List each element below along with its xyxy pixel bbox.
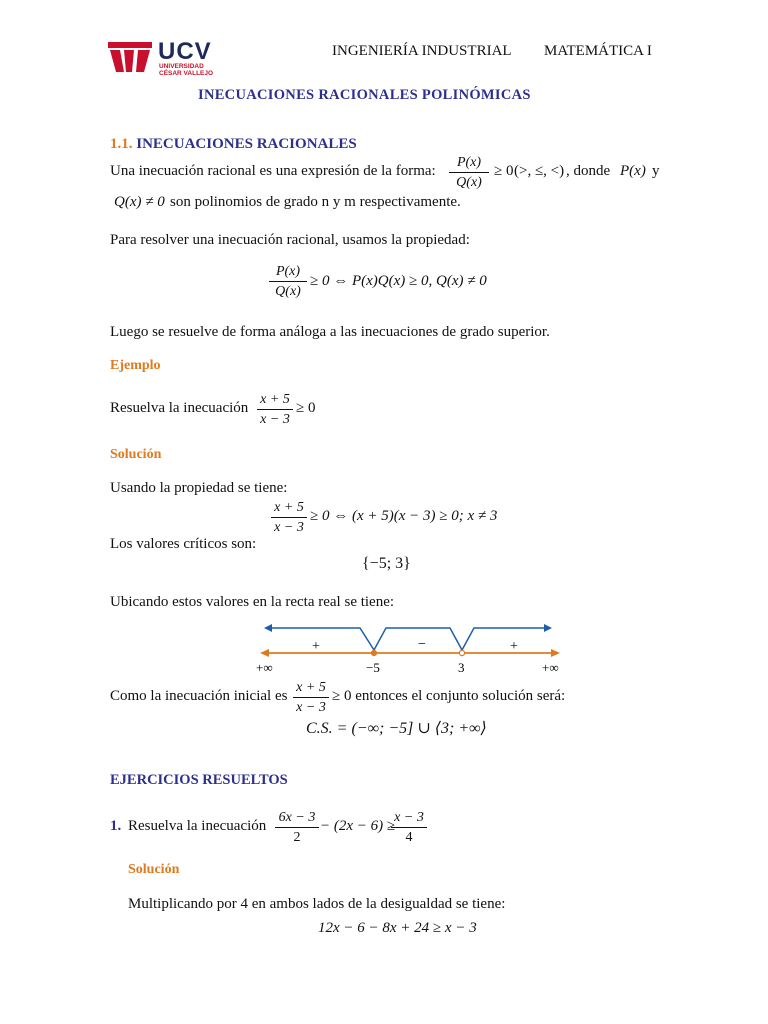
closed-point-minus5 bbox=[371, 650, 376, 655]
solucion-num: x + 5 bbox=[274, 500, 304, 515]
ejemplo-fraction bbox=[256, 390, 294, 429]
property-intro: Para resolver una inecuación racional, usamos la propiedad: bbox=[110, 232, 470, 248]
solucion-fraction bbox=[270, 498, 308, 537]
intro-y: y bbox=[652, 163, 660, 179]
axis-right-label: +∞ bbox=[542, 660, 559, 675]
open-point-3 bbox=[459, 650, 464, 655]
axis-right-arrow-icon bbox=[551, 649, 560, 657]
axis-left-label: +∞ bbox=[256, 660, 273, 675]
ejemplo-label: Ejemplo bbox=[110, 358, 161, 373]
logo-sub1: UNIVERSIDAD bbox=[159, 63, 204, 70]
intro-px: P(x) bbox=[620, 163, 646, 179]
luego-text: Luego se resuelve de forma análoga a las inecuaciones de grado superior. bbox=[110, 324, 550, 340]
ucv-logo bbox=[106, 38, 224, 78]
sign-curve bbox=[266, 628, 548, 650]
section-heading bbox=[110, 136, 357, 153]
conclusion-suffix: ≥ 0 entonces el conjunto solución será: bbox=[332, 688, 566, 704]
ejercicios-title: EJERCICIOS RESUELTOS bbox=[110, 772, 288, 788]
axis-left-arrow-icon bbox=[260, 649, 269, 657]
axis-point-label-3: 3 bbox=[458, 660, 465, 675]
solucion-rhs: ≥ 0 ⇔ (x + 5)(x − 3) ≥ 0; x ≠ 3 bbox=[310, 508, 498, 524]
solucion-label: Solución bbox=[110, 447, 162, 462]
intro-qx-condition: Q(x) ≠ 0 bbox=[114, 194, 165, 210]
logo-letters: UCV bbox=[158, 38, 212, 65]
criticos-label: Los valores críticos son: bbox=[110, 536, 257, 552]
solucion-line1: Usando la propiedad se tiene: bbox=[110, 480, 288, 496]
sign-right: + bbox=[510, 639, 518, 654]
conclusion-prefix: Como la inecuación inicial es bbox=[110, 688, 288, 704]
sign-curve-right-arrow-icon bbox=[544, 624, 552, 632]
property-rhs: ≥ 0 ⇔ P(x)Q(x) ≥ 0, Q(x) ≠ 0 bbox=[310, 273, 487, 289]
criticos-set: {−5; 3} bbox=[362, 555, 411, 572]
recta-label: Ubicando estos valores en la recta real se tiene: bbox=[110, 594, 395, 610]
exercise-1-fraction2 bbox=[390, 808, 428, 847]
exercise-1-solucion-label: Solución bbox=[128, 862, 180, 877]
section-number: 1.1. bbox=[110, 136, 133, 152]
document-title: INECUACIONES RACIONALES POLINÓMICAS bbox=[198, 87, 531, 103]
intro-form-alternatives: (>, ≤, <) bbox=[514, 163, 565, 179]
conclusion-fraction bbox=[292, 678, 330, 717]
solution-set: C.S. = (−∞; −5] ∪ ⟨3; +∞⟩ bbox=[306, 720, 487, 737]
ejemplo-den: x − 3 bbox=[260, 412, 290, 427]
ejemplo-prompt: Resuelva la inecuación bbox=[110, 400, 249, 416]
exercise-1-prompt: Resuelva la inecuación bbox=[128, 818, 267, 834]
intro-donde: , donde bbox=[566, 163, 611, 179]
logo-sub2: CÉSAR VALLEJO bbox=[159, 70, 214, 77]
exercise-1-step: Multiplicando por 4 en ambos lados de la desigualdad se tiene: bbox=[128, 896, 506, 912]
exercise-1-f1-num: 6x − 3 bbox=[278, 810, 316, 825]
exercise-1-f2-den: 4 bbox=[405, 830, 413, 845]
property-fraction bbox=[268, 262, 308, 301]
sign-middle: − bbox=[418, 637, 426, 652]
property-den: Q(x) bbox=[275, 284, 301, 299]
header-course: MATEMÁTICA I bbox=[544, 43, 652, 59]
solucion-den: x − 3 bbox=[274, 520, 304, 535]
header-program: INGENIERÍA INDUSTRIAL bbox=[332, 43, 512, 59]
intro-line2-text: son polinomios de grado n y m respectivamente. bbox=[170, 194, 461, 210]
intro-form-num: P(x) bbox=[456, 155, 482, 170]
exercise-1-number: 1. bbox=[110, 818, 122, 834]
sign-curve-left-arrow-icon bbox=[264, 624, 272, 632]
axis-point-label-minus5: −5 bbox=[366, 660, 380, 675]
exercise-1-f2-num: x − 3 bbox=[394, 810, 424, 825]
intro-line1-text: Una inecuación racional es una expresión de la forma: bbox=[110, 163, 436, 179]
sign-left: + bbox=[312, 639, 320, 654]
conclusion-den: x − 3 bbox=[296, 700, 326, 715]
exercise-1-fraction1 bbox=[274, 808, 320, 847]
intro-form-fraction bbox=[448, 153, 490, 192]
ejemplo-num: x + 5 bbox=[260, 392, 290, 407]
section-title: INECUACIONES RACIONALES bbox=[136, 136, 357, 152]
exercise-1-result: 12x − 6 − 8x + 24 ≥ x − 3 bbox=[318, 920, 477, 936]
ejemplo-relation: ≥ 0 bbox=[296, 400, 316, 416]
exercise-1-f1-den: 2 bbox=[293, 830, 301, 845]
exercise-1-middle: − (2x − 6) ≥ bbox=[320, 818, 396, 834]
ucv-emblem-icon bbox=[106, 38, 154, 78]
property-num: P(x) bbox=[275, 264, 301, 279]
intro-form-den: Q(x) bbox=[456, 175, 482, 190]
conclusion-num: x + 5 bbox=[296, 680, 326, 695]
intro-form-relation: ≥ 0 bbox=[494, 163, 514, 179]
number-line-diagram bbox=[252, 620, 592, 680]
